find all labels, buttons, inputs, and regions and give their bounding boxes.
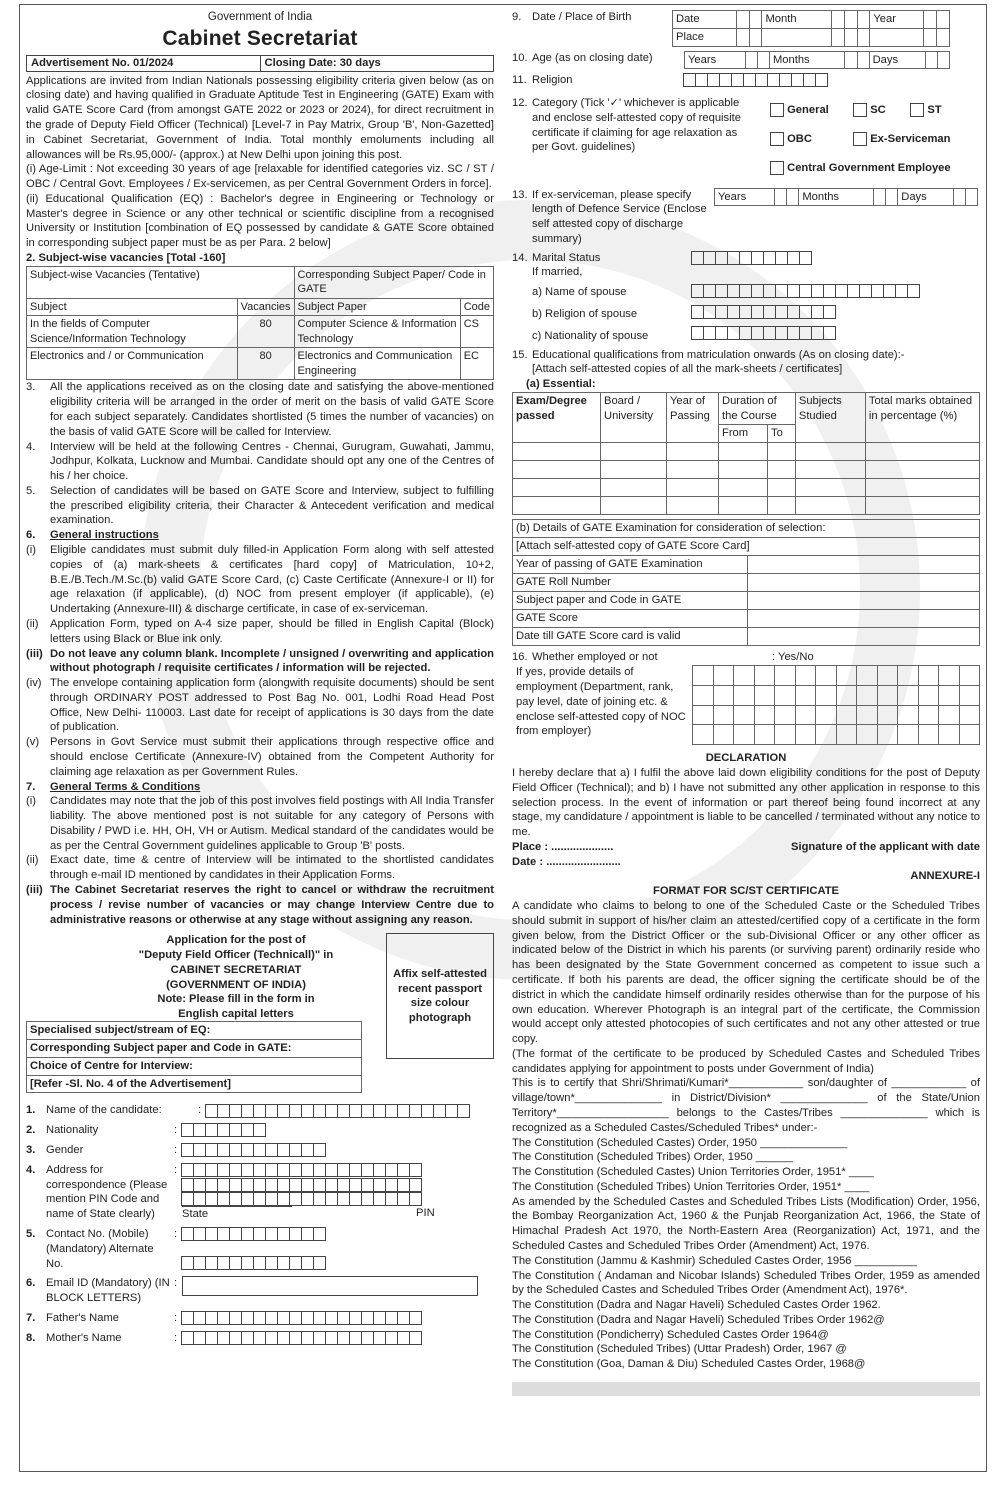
colon: : [198, 1104, 202, 1117]
field-num: 7. [26, 1311, 36, 1324]
form-field-row [26, 1163, 494, 1222]
personal-fields [26, 1103, 494, 1345]
ex-service-row [512, 188, 980, 247]
field-boxes[interactable] [182, 1331, 422, 1346]
annexure-para: A candidate who claims to belong to one of the Scheduled Caste or the Scheduled Tribes should submit in support of his/her claim an attested/certified copy of a certificate in the form given below, from the District Officer or the sub-Divisional Officer or any other officer as indicated below of the District in which his parents (or surviving parent) ordinarily reside who has been designated by the State Government concerned as competent to issue such a certificate. If both his parents are dead, the officer signing the certificate should be of the district in which the candidate himself ordinarily resides otherwise than for the purpose of his own education. Wherever Photograph is an integral part of the certificate, the Commission would accept only attested photocopies of such certificates and not any other attested or true copy. [512, 900, 980, 1046]
intro-text: Applications are invited from Indian Nationals possessing eligibility criteria given below (as on closing date) and having qualified in Graduate Aptitude Test in Engineering (GATE) Exam with valid GATE Score Card (from amongst GATE 2022 or 2023 or 2024), for direct recruitment in the grade of Deputy Field Officer (Technical) [Level-7 in Pay Matrix, Group 'B', Non-Gazetted] in Cabinet Secretariat, Government of India. Total monthly emoluments including all allowances will be Rs.95,000/- (approx.) at New Delhi upon joining this post. [26, 74, 494, 161]
item-text: Application Form, typed on A-4 size paper, should be filled in English Capital (Block) letters using Black or Blue ink only. [50, 617, 494, 645]
annexure-order-line: The Constitution ( Andaman and Nicobar Islands) Scheduled Tribes Order, 1959 as amended by the Scheduled Castes and Scheduled Tribes Order (Amendment Act), 1976*. [512, 1269, 980, 1297]
annexure-order-line: The Constitution (Pondicherry) Scheduled Castes Order 1964@ [512, 1328, 829, 1341]
table-row[interactable] [513, 479, 980, 497]
form-field-row [26, 1103, 494, 1118]
colon: : [174, 1331, 178, 1344]
annexure-order-line: The Constitution (Scheduled Castes) Order, 1950 ______________ [512, 1136, 848, 1149]
sel-row[interactable]: Corresponding Subject paper and Code in GATE: [27, 1040, 362, 1058]
age-months: Months [769, 51, 844, 69]
app-line: Note: Please fill in the form in [157, 993, 315, 1006]
checkbox-ex-serviceman[interactable] [853, 132, 867, 146]
app-line: Application for the post of [166, 934, 306, 947]
item-text: Eligible candidates must submit duly filled-in Application Form along with self attested copies of (a) mark-sheets & certificates [hard copy] of Matriculation, 10+2, B.E./B.Tech./M.Sc.(b) valid GATE Score Card, (c) Caste Certificate (Annexure-I or II) for age relaxation (if applicable), (d) NOC from present employer (if applicable), (e) Undertaking (Annexure-III) & discharge certificate, in case of ex-serviceman. [50, 544, 494, 616]
religion-boxes[interactable] [684, 73, 828, 87]
spouse-name-boxes[interactable] [692, 284, 920, 298]
field-boxes[interactable] [182, 1143, 326, 1158]
row-label: Category (Tick '✓' whichever is applicable and enclose self-attested copy of requisite certificate if claiming for age relaxation as per Govt. guidelines) [532, 97, 741, 154]
field-label: Gender [46, 1144, 84, 1157]
vacancy-title: 2. Subject-wise vacancies [Total -160] [26, 252, 226, 265]
dob-place: Place [673, 28, 737, 46]
checkbox-sc[interactable] [853, 103, 867, 117]
annexure-order-line: The Constitution (Jammu & Kashmir) Scheduled Castes Order, 1956 __________ [512, 1254, 917, 1267]
employment-answer [692, 650, 980, 745]
dob-year: Year [870, 11, 924, 29]
checkbox-general[interactable] [770, 103, 784, 117]
colon: : [174, 1163, 178, 1176]
photo-box[interactable]: Affix self-attested recent passport size colour photograph [386, 933, 494, 1059]
declaration [512, 751, 980, 869]
vac-cell: EC [460, 348, 493, 380]
annexure-order-line: As amended by the Scheduled Castes and Scheduled Tribes Lists (Modification) Order, 1956, the Bombay Reorganization Act, 1960 & the Punjab Reorganization Act, 1966, the State of Himachal Pradesh Act 1970, the North-Eastern Area (Reorganization) Act, 1971, and the Scheduled Castes and Scheduled Tribes Order (Amendment) Act, 1976. [512, 1195, 980, 1252]
para-num: 5. [26, 484, 36, 497]
adv-number: Advertisement No. 01/2024 [31, 56, 174, 69]
declaration-text: I hereby declare that a) I fulfil the above laid down eligibility conditions for the post of Deputy Field Officer (Technical); and b) I have not submitted any other application in response to this selection process. In the event of information or part thereof being found incorrect at any stage, my candidature / appointment is liable to be cancelled / terminated without any notice to me. [512, 767, 980, 839]
category-options [752, 96, 980, 183]
table-row [513, 628, 980, 646]
field-label: Contact No. (Mobile) (Mandatory) Alternate No. [46, 1227, 154, 1270]
declaration-date[interactable]: Date : ........................ [512, 855, 621, 868]
gate-row-label: Date till GATE Score card is valid [513, 628, 748, 646]
item-text: Persons in Govt Service must submit their applications through respective office and should enclose Certificate (Annexure-IV) obtained from the Competent Authority for claiming age relaxation as per Government Rules. [50, 736, 494, 778]
row-label: Age (as on closing date) [532, 51, 653, 64]
annexure-order-line: The Constitution (Scheduled Tribes) Union Territories Order, 1951* ____ [512, 1180, 870, 1193]
field-label: Name of the candidate: [46, 1104, 162, 1117]
form-field-row [26, 1143, 494, 1158]
item-text: The envelope containing application form (alongwith requisite documents) should be sent through ORDINARY POST addressed to Post Bag No. 001, Lodhi Road Head Post Office, New Delhi- 110003. Last date for receipt of applications is 30 days from the date of publication. [50, 677, 494, 734]
annexure-order-line: The Constitution (Dadra and Nagar Haveli) Scheduled Castes Order 1962. [512, 1299, 881, 1312]
edu-row [512, 348, 980, 378]
dob-month: Month [762, 11, 832, 29]
annexure-order-line: The Constitution (Scheduled Castes) Union Territories Order, 1951* ____ [512, 1166, 874, 1179]
item-num: (i) [26, 795, 36, 808]
edu-from: From [719, 425, 768, 443]
row-num: 15. [512, 348, 528, 361]
field-label: Address for correspondence (Please mention PIN Code and name of State clearly) [46, 1163, 168, 1221]
item-num: (iii) [26, 884, 43, 896]
table-row [513, 574, 980, 592]
table-row [513, 610, 980, 628]
svc-days: Days [898, 188, 954, 206]
vac-cell: 80 [237, 348, 294, 380]
spouse-nationality-boxes[interactable] [692, 326, 836, 340]
annexure-order-line: The Constitution (Goa, Daman & Diu) Scheduled Castes Order, 1968@ [512, 1358, 866, 1371]
field-boxes[interactable] [182, 1311, 422, 1326]
field-num: 2. [26, 1124, 36, 1137]
annexure-number: ANNEXURE-I [910, 870, 980, 883]
colon: : [174, 1124, 178, 1137]
form-field-row [26, 1123, 494, 1138]
row-num: 10. [512, 51, 528, 64]
row-num: 16. [512, 651, 528, 664]
field-num: 6. [26, 1277, 36, 1290]
closing-date: Closing Date: 30 days [260, 56, 494, 71]
row-label: Religion [532, 74, 573, 87]
employment-row [512, 650, 980, 745]
row-label: Educational qualifications from matriculation onwards (As on closing date):- [532, 348, 905, 361]
checkbox-obc[interactable] [770, 132, 784, 146]
row-label: If married, [532, 266, 583, 279]
terms-title: General Terms & Conditions [50, 780, 201, 793]
gate-row-value[interactable] [748, 592, 980, 610]
pin-label: PIN [416, 1206, 435, 1219]
row-label: a) Name of spouse [532, 286, 627, 299]
right-column [512, 10, 980, 1396]
religion-row [512, 73, 980, 88]
annexure-para: This is to certify that Shri/Shrimati/Kumari*____________ son/daughter of ____________ of village/town*______________ in District/Division* ______________ of the State/Union Territory*__________________ belongs to the Castes/Tribes ______________ which is recognized as a Scheduled Castes/Scheduled Tribes* under:- [512, 1077, 980, 1134]
app-line: CABINET SECRETARIAT [170, 963, 302, 976]
field-boxes[interactable] [182, 1276, 478, 1296]
vac-col: Subject [27, 298, 238, 316]
annexure-order-line: The Constitution (Scheduled Tribes) (Uttar Pradesh) Order, 1967 @ [512, 1343, 847, 1356]
para-num: 3. [26, 381, 36, 394]
field-boxes[interactable] [206, 1103, 470, 1118]
colon: : [174, 1311, 178, 1324]
gov-heading: Government of India [207, 11, 313, 23]
field-num: 1. [26, 1104, 36, 1117]
item-text: Do not leave any column blank. Incomplete / unsigned / overwriting and application without photograph / requisite certificates / information will be rejected. [50, 647, 494, 675]
edu-col: Board / University [601, 392, 667, 443]
state-label: State [182, 1206, 292, 1222]
svc-years: Years [715, 188, 775, 206]
yes-no: : Yes/No [772, 651, 814, 664]
edu-col: Year of Passing [667, 392, 719, 443]
edu-col: Total marks obtained in percentage (%) [865, 392, 979, 443]
ex-service-grid[interactable] [714, 188, 978, 207]
table-row[interactable] [513, 461, 980, 479]
item-num: (iv) [26, 677, 42, 690]
opt-label: OBC [787, 133, 812, 146]
marital-row [512, 251, 980, 344]
adv-bar [26, 55, 494, 72]
opt-label: SC [870, 104, 886, 117]
field-boxes[interactable] [182, 1227, 326, 1270]
gate-row-label: GATE Score [513, 610, 748, 628]
footer-bar [512, 1382, 980, 1396]
vac-head-2: Corresponding Subject Paper/ Code in GATE [294, 266, 493, 298]
field-boxes[interactable] [182, 1163, 435, 1222]
age-grid[interactable] [684, 51, 950, 70]
field-num: 3. [26, 1144, 36, 1157]
vac-cell: Electronics and Communication Engineering [294, 348, 460, 380]
opt-label: ST [927, 104, 942, 117]
row-num: 14. [512, 251, 528, 264]
edu-to: To [768, 425, 796, 443]
gate-row-label: Year of passing of GATE Examination [513, 556, 748, 574]
row-label: b) Religion of spouse [532, 307, 638, 320]
checkbox-st[interactable] [910, 103, 924, 117]
category-row [512, 96, 980, 183]
annexure-order-line: The Constitution (Dadra and Nagar Haveli) Scheduled Tribes Order 1962@ [512, 1313, 885, 1326]
svc-months: Months [799, 188, 874, 206]
item-text: The Cabinet Secretariat reserves the right to cancel or withdraw the recruitment process / revise number of vacancies or may change Interview Centre due to administrative reasons or otherwise at any stage without assigning any reason. [50, 884, 494, 926]
annexure-orders [512, 1136, 980, 1373]
employment-grid[interactable] [692, 665, 980, 745]
row-num: 9. [512, 11, 522, 23]
opt-label: Central Government Employee [787, 162, 951, 175]
table-row [513, 592, 980, 610]
form-field-row [26, 1276, 494, 1306]
declaration-place[interactable]: Place : .................... [512, 840, 614, 853]
para-text: Selection of candidates will be based on GATE Score and Interview, subject to fulfilling the prescribed eligibility criteria, their Character & Antecedent verification and medical examination. [50, 484, 494, 527]
annexure-order-line: The Constitution (Scheduled Tribes) Order, 1950 ______ [512, 1151, 794, 1164]
form-field-row [26, 1311, 494, 1326]
field-label: Mother's Name [46, 1331, 122, 1344]
marital-status-boxes[interactable] [692, 251, 812, 265]
row-label: If ex-serviceman, please specify length of Defence Service (Enclose self attested copy of discharge summary) [532, 188, 707, 245]
educational-qualification: (ii) Educational Qualification (EQ) : Bachelor's degree in Engineering or Technology or Master's degree in Science or any other technical or scientific discipline from a recognised University or Institution [combination of EQ possessed by candidate & GATE Score obtained in corresponding subject paper must be as per Para. 2 below] [26, 192, 494, 250]
edu-col: Subjects Studied [795, 392, 865, 443]
left-column [26, 10, 494, 1350]
colon: : [174, 1144, 178, 1157]
app-line: "Deputy Field Officer (Technicall)" in [138, 949, 334, 962]
checkbox-central-govt[interactable] [770, 161, 784, 175]
edu-col: Exam/Degree passed [513, 392, 601, 443]
gen-title: General instructions [50, 529, 159, 542]
table-row[interactable] [513, 443, 980, 461]
opt-label: General [787, 104, 829, 117]
table-row[interactable] [513, 497, 980, 515]
gate-row-value[interactable] [748, 556, 980, 574]
field-label: Father's Name [46, 1311, 120, 1324]
field-num: 4. [26, 1163, 36, 1176]
dob-row [512, 10, 980, 47]
form-field-row [26, 1331, 494, 1346]
age-years: Years [685, 51, 746, 69]
sel-row[interactable]: Choice of Centre for Interview: [27, 1057, 362, 1075]
field-boxes[interactable] [182, 1123, 266, 1138]
declaration-title: DECLARATION [705, 752, 787, 765]
gate-row-value[interactable] [748, 628, 980, 646]
colon: : [174, 1277, 178, 1290]
table-row [513, 556, 980, 574]
app-line: (GOVERNMENT OF INDIA) [166, 978, 306, 991]
row-label: Whether employed or not [532, 651, 658, 664]
field-label: Nationality [46, 1124, 99, 1137]
para-text: Interview will be held at the following Centres - Chennai, Gurugram, Guwahati, Jammu, Jodhpur, Kolkata, Lucknow and Mumbai. Candidate should opt any one of the Centres of his / her choice. [50, 440, 494, 483]
field-label: Email ID (Mandatory) (IN BLOCK LETTERS) [46, 1277, 170, 1305]
item-num: (v) [26, 736, 40, 749]
vac-col: Subject Paper [294, 298, 460, 316]
edu-col: Duration of the Course [719, 392, 796, 425]
paras [26, 380, 494, 528]
vac-cell: 80 [237, 316, 294, 348]
gate-subtitle: [Attach self-attested copy of GATE Score Card] [513, 538, 980, 556]
marital-boxes [672, 251, 920, 341]
sel-row[interactable]: Specialised subject/stream of EQ: [27, 1022, 362, 1040]
row-label: If yes, provide details of employment (Department, rank, pay level, date of joining etc. & enclose self-attested copy of NOC from employer) [516, 666, 686, 738]
annexure-title: FORMAT FOR SC/ST CERTIFICATE [652, 885, 840, 898]
dob-date: Date [673, 11, 737, 29]
gate-title: (b) Details of GATE Examination for consideration of selection: [513, 520, 980, 538]
row-label: Marital Status [532, 251, 601, 264]
table-row [27, 348, 494, 380]
vac-col: Code [460, 298, 493, 316]
gate-row-value[interactable] [748, 610, 980, 628]
row-num: 12. [512, 97, 528, 110]
age-row [512, 51, 980, 70]
sel-row: [Refer -Sl. No. 4 of the Advertisement] [27, 1075, 362, 1093]
edu-header [532, 348, 980, 378]
signature-label: Signature of the applicant with date [791, 840, 980, 853]
vac-cell: In the fields of Computer Science/Information Technology [27, 316, 238, 348]
field-num: 8. [26, 1331, 36, 1344]
gate-row-value[interactable] [748, 574, 980, 592]
row-label: Date / Place of Birth [532, 11, 632, 23]
item-text: Candidates may note that the job of this post involves field postings with All India Transfer liability. The above mentioned post is not suitable for any category of Persons with Disability / PWD i.e. HH, OH, VH or Autism. Medical standard of the candidates would be as per the Central Government guidelines applicable to Group 'B' posts. [50, 795, 494, 852]
colon: : [174, 1227, 178, 1240]
row-num: 13. [512, 188, 528, 201]
row-label: c) Nationality of spouse [532, 329, 649, 342]
row-label: [Attach self-attested copies of all the mark-sheets / certificates] [532, 363, 843, 376]
item-num: (iii) [26, 647, 43, 660]
education-table [512, 392, 980, 516]
opt-label: Ex-Serviceman [870, 133, 951, 146]
annexure-para: (The format of the certificate to be produced by Scheduled Castes and Scheduled Tribes candidates applying for appointment to posts under Government of India) [512, 1047, 980, 1075]
vac-cell: CS [460, 316, 493, 348]
essential-label: (a) Essential: [526, 378, 596, 391]
marital-labels [532, 251, 672, 344]
age-limit: (i) Age-Limit : Not exceeding 30 years of age [relaxable for identified categories viz. SC / ST / OBC / Central Govt. Employees / Ex-servicemen, as per Central Government Orders in force]. [26, 163, 494, 191]
para-num: 4. [26, 440, 36, 453]
vacancy-table [26, 266, 494, 381]
gate-row-label: Subject paper and Code in GATE [513, 592, 748, 610]
spouse-religion-boxes[interactable] [692, 305, 836, 319]
table-row [27, 316, 494, 348]
vac-cell: Electronics and / or Communication [27, 348, 238, 380]
org-title: Cabinet Secretariat [162, 27, 358, 51]
gate-row-label: GATE Roll Number [513, 574, 748, 592]
age-days: Days [869, 51, 925, 69]
gen-num: 6. [26, 529, 36, 542]
terms-num: 7. [26, 780, 36, 793]
app-line: English capital letters [178, 1008, 294, 1021]
dob-grid[interactable] [672, 10, 950, 47]
field-num: 5. [26, 1227, 36, 1240]
vac-head-1: Subject-wise Vacancies (Tentative) [27, 266, 295, 298]
item-num: (i) [26, 544, 36, 557]
item-num: (ii) [26, 854, 39, 867]
row-num: 11. [512, 74, 527, 87]
form-field-row [26, 1227, 494, 1271]
para-text: All the applications received as on the closing date and satisfying the above-mentioned eligibility criteria will be arranged in the order of merit on the basis of valid GATE Score for each subject separately. Candidates shortlisted (5 times the number of vacancies) on the basis of valid GATE Score will be called for Interview. [50, 381, 494, 438]
item-num: (ii) [26, 617, 39, 630]
vac-col: Vacancies [237, 298, 294, 316]
vac-cell: Computer Science & Information Technology [294, 316, 460, 348]
gate-table [512, 519, 980, 646]
item-text: Exact date, time & centre of Interview will be intimated to the shortlisted candidates through e-mail ID mentioned by candidates in their Application Forms. [50, 854, 494, 882]
